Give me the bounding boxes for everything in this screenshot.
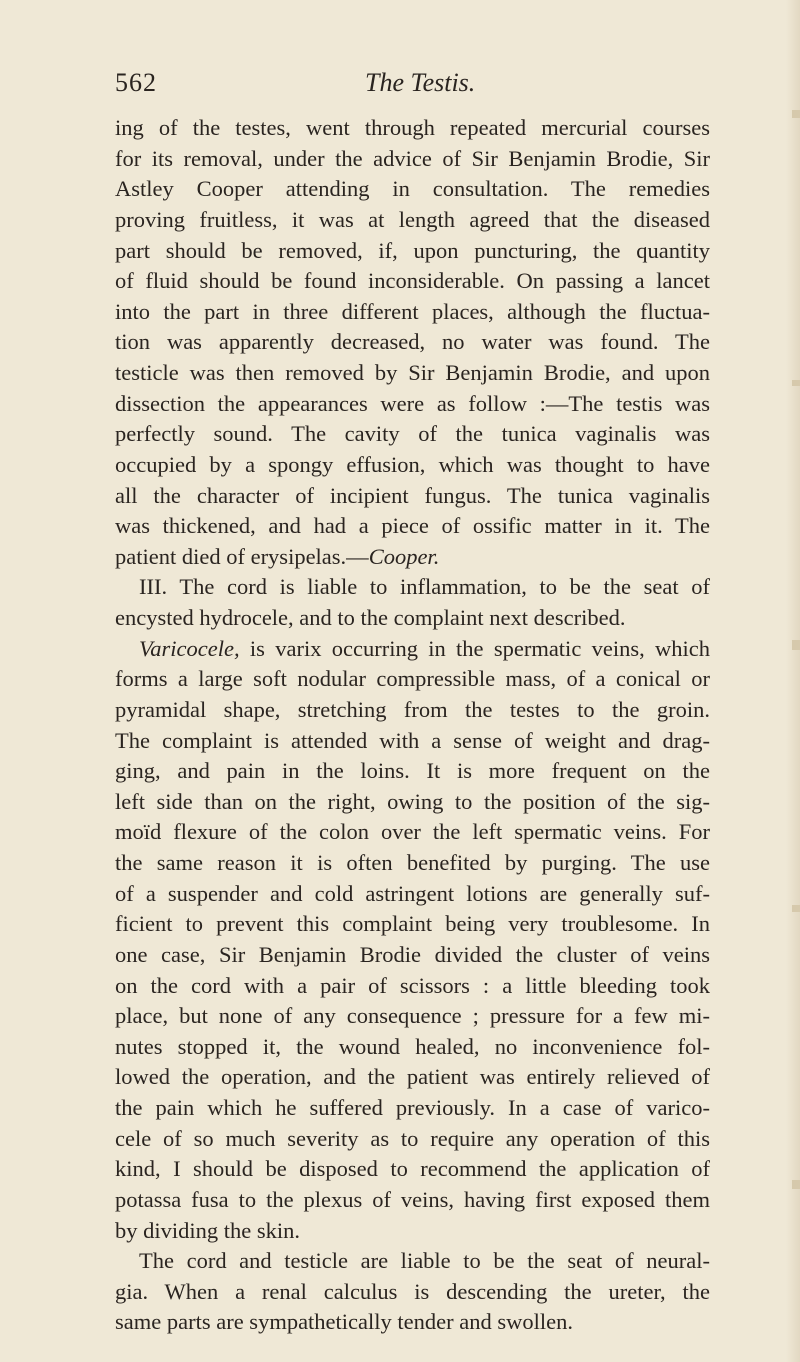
text-line: for its removal, under the advice of Sir Benjamin Brodie, Sir	[115, 145, 710, 171]
text-line: nutes stopped it, the wound healed, no inconvenience fol-	[115, 1033, 710, 1059]
text-line: tion was apparently decreased, no water was found. The	[115, 329, 710, 355]
page-header	[115, 68, 715, 98]
text-line: ging, and pain in the loins. It is more frequent on the	[115, 758, 710, 784]
text-line: all the character of incipient fungus. The tunica vaginalis	[115, 482, 710, 508]
text-line: of fluid should be found inconsiderable. On passing a lancet	[115, 268, 710, 294]
text-line: cele of so much severity as to require any operation of this	[115, 1125, 710, 1151]
text-line: Astley Cooper attending in consultation. The remedies	[115, 176, 710, 202]
body-text	[115, 113, 710, 1338]
text-line: moïd flexure of the colon over the left spermatic veins. For	[115, 819, 710, 845]
text-line: perfectly sound. The cavity of the tunica vaginalis was	[115, 421, 710, 447]
paragraph-number: III.	[139, 574, 168, 600]
text-line: The cord is liable to inflammation, to be the seat of	[179, 574, 710, 600]
text-line: one case, Sir Benjamin Brodie divided the cluster of veins	[115, 941, 710, 967]
text-line: place, but none of any consequence ; pressure for a few mi-	[115, 1003, 710, 1029]
text-line: proving fruitless, it was at length agreed that the diseased	[115, 206, 710, 232]
text-line: into the part in three different places, although the fluctua-	[115, 298, 710, 324]
text-line: left side than on the right, owing to the position of the sig-	[115, 788, 710, 814]
text-line: lowed the operation, and the patient was entirely relieved of	[115, 1064, 710, 1090]
text-line: potassa fusa to the plexus of veins, having first exposed them	[115, 1186, 710, 1212]
text-line: of a suspender and cold astringent lotions are generally suf-	[115, 880, 710, 906]
text-line: was thickened, and had a piece of ossific matter in it. The	[115, 513, 710, 539]
text-line: pyramidal shape, stretching from the testes to the groin.	[115, 696, 710, 722]
author-signature: Cooper.	[368, 543, 440, 569]
text-line: occupied by a spongy effusion, which was thought to have	[115, 451, 710, 477]
text-line: The complaint is attended with a sense of weight and drag-	[115, 727, 710, 753]
text-line: The cord and testicle are liable to be the seat of neural-	[139, 1248, 710, 1274]
text-line: is varix occurring in the spermatic veins, which	[249, 635, 711, 661]
text-line: ing of the testes, went through repeated mercurial courses	[115, 115, 710, 140]
paragraph-start-iii	[115, 572, 710, 603]
text-line: part should be removed, if, upon puncturing, the quantity	[115, 237, 710, 263]
text-line: the pain which he suffered previously. In a case of varico-	[115, 1095, 710, 1120]
paragraph-start-varicocele	[115, 634, 710, 665]
running-title: The Testis.	[365, 68, 476, 97]
text-line: kind, I should be disposed to recommend the application of	[115, 1156, 710, 1182]
text-line: the same reason it is often benefited by purging. The use	[115, 850, 710, 875]
page-edge-shadow	[786, 0, 800, 1362]
varicocele-term: Varicocele,	[139, 635, 240, 661]
text-line: gia. When a renal calculus is descending the ureter, the	[115, 1278, 710, 1304]
text-line: same parts are sympathetically tender and swollen.	[115, 1309, 573, 1335]
text-line-with-signature	[115, 542, 710, 573]
text-line: patient died of erysipelas.—	[115, 543, 369, 569]
text-line: on the cord with a pair of scissors : a little bleeding took	[115, 972, 710, 998]
text-line: ficient to prevent this complaint being very troublesome. In	[115, 911, 710, 937]
page-number: 562	[115, 68, 157, 97]
text-line: by dividing the skin.	[115, 1217, 300, 1243]
text-line: testicle was then removed by Sir Benjamin Brodie, and upon	[115, 360, 710, 385]
text-line: dissection the appearances were as follow :—The testis was	[115, 390, 710, 416]
text-line: encysted hydrocele, and to the complaint next described.	[115, 605, 626, 630]
text-line: forms a large soft nodular compressible mass, of a conical or	[115, 666, 710, 692]
